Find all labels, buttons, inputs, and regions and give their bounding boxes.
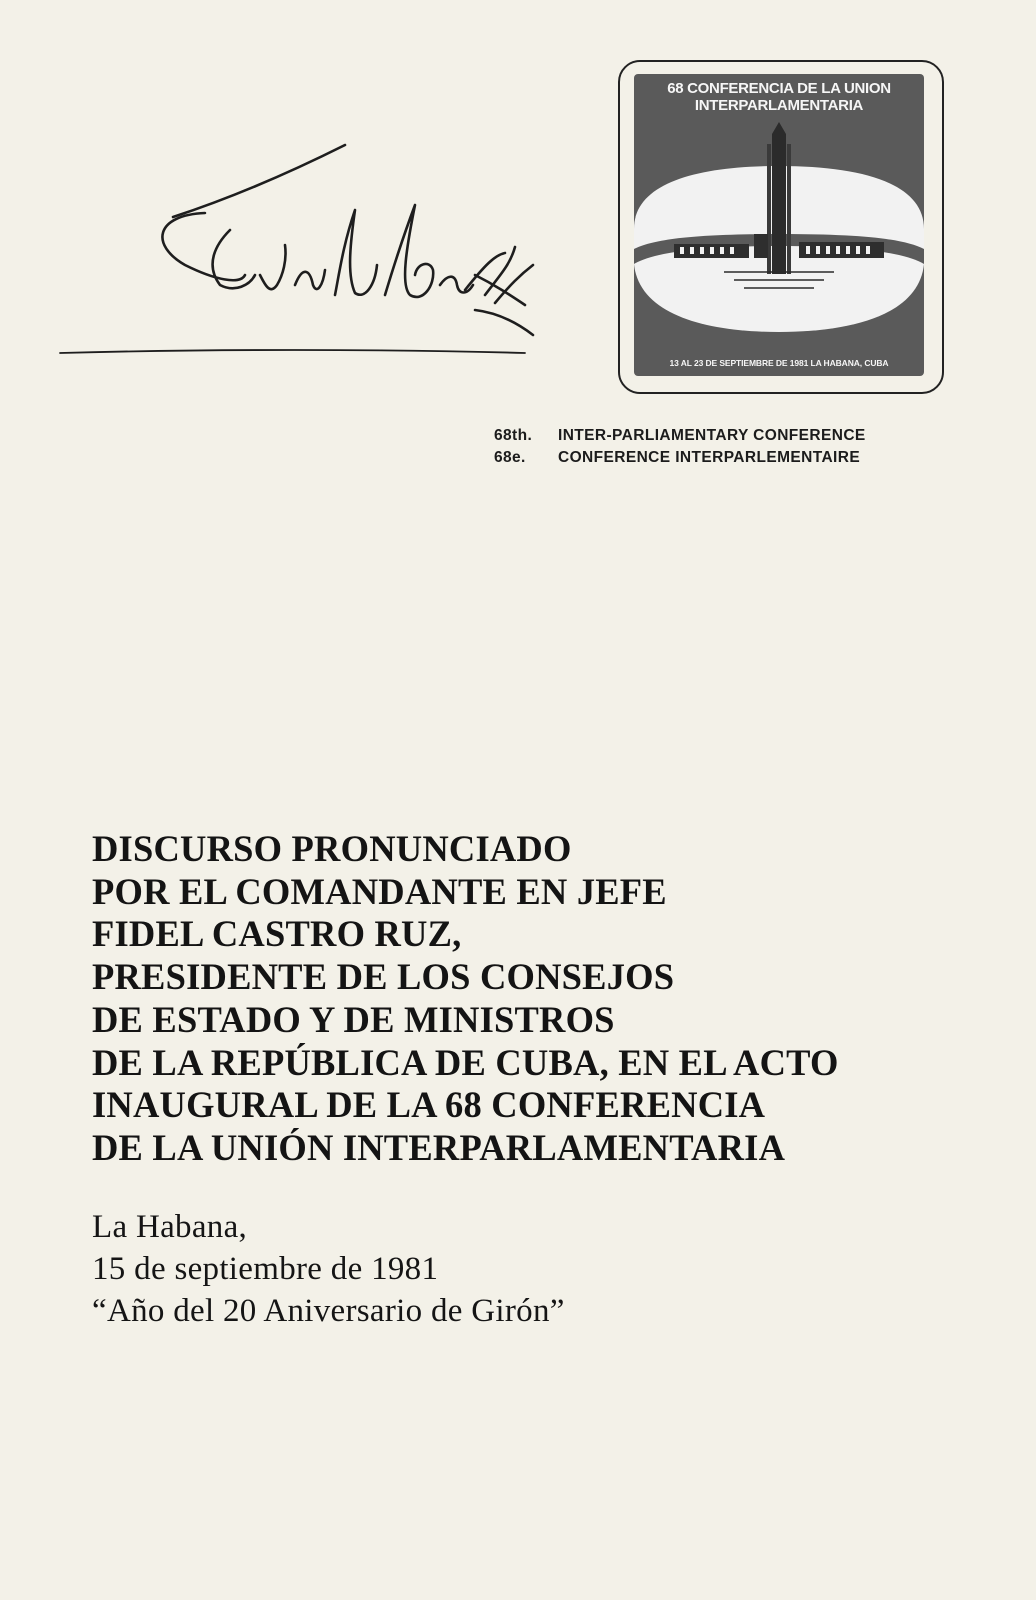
conference-number: 68th.	[494, 427, 533, 444]
speech-title-line: DE LA REPÚBLICA DE CUBA, EN EL ACTO	[92, 1041, 839, 1083]
dateline-place: La Habana,	[92, 1209, 248, 1245]
conference-label-english	[494, 425, 866, 447]
emblem-title-line: 68 CONFERENCIA DE LA UNION	[667, 80, 891, 97]
speech-title	[92, 828, 972, 1170]
conference-number: 68e.	[494, 449, 526, 466]
conference-name: CONFERENCE INTERPARLEMENTAIRE	[558, 449, 861, 466]
speech-title-line: INAUGURAL DE LA 68 CONFERENCIA	[92, 1084, 766, 1126]
conference-labels	[494, 425, 866, 469]
dateline-motto: “Año del 20 Aniversario de Girón”	[92, 1293, 565, 1329]
conference-emblem	[618, 60, 944, 394]
speech-title-line: PRESIDENTE DE LOS CONSEJOS	[92, 956, 675, 998]
emblem-title	[634, 80, 924, 114]
conference-label-french	[494, 447, 866, 469]
speech-title-line: FIDEL CASTRO RUZ,	[92, 913, 462, 955]
emblem-title-line: INTERPARLAMENTARIA	[694, 97, 864, 114]
dateline-date: 15 de septiembre de 1981	[92, 1251, 439, 1287]
conference-name: INTER-PARLIAMENTARY CONFERENCE	[558, 427, 866, 444]
speech-title-line: DE LA UNIÓN INTERPARLAMENTARIA	[92, 1126, 786, 1168]
speech-title-line: DE ESTADO Y DE MINISTROS	[92, 998, 615, 1040]
speech-title-line: POR EL COMANDANTE EN JEFE	[92, 870, 667, 912]
emblem-dates: 13 AL 23 DE SEPTIEMBRE DE 1981 LA HABANA, CUBA	[669, 358, 889, 368]
dateline	[92, 1206, 792, 1332]
revolution-square-illustration	[634, 74, 924, 376]
signature	[55, 135, 555, 385]
speech-title-line: DISCURSO PRONUNCIADO	[92, 828, 572, 869]
emblem-panel	[634, 74, 924, 376]
